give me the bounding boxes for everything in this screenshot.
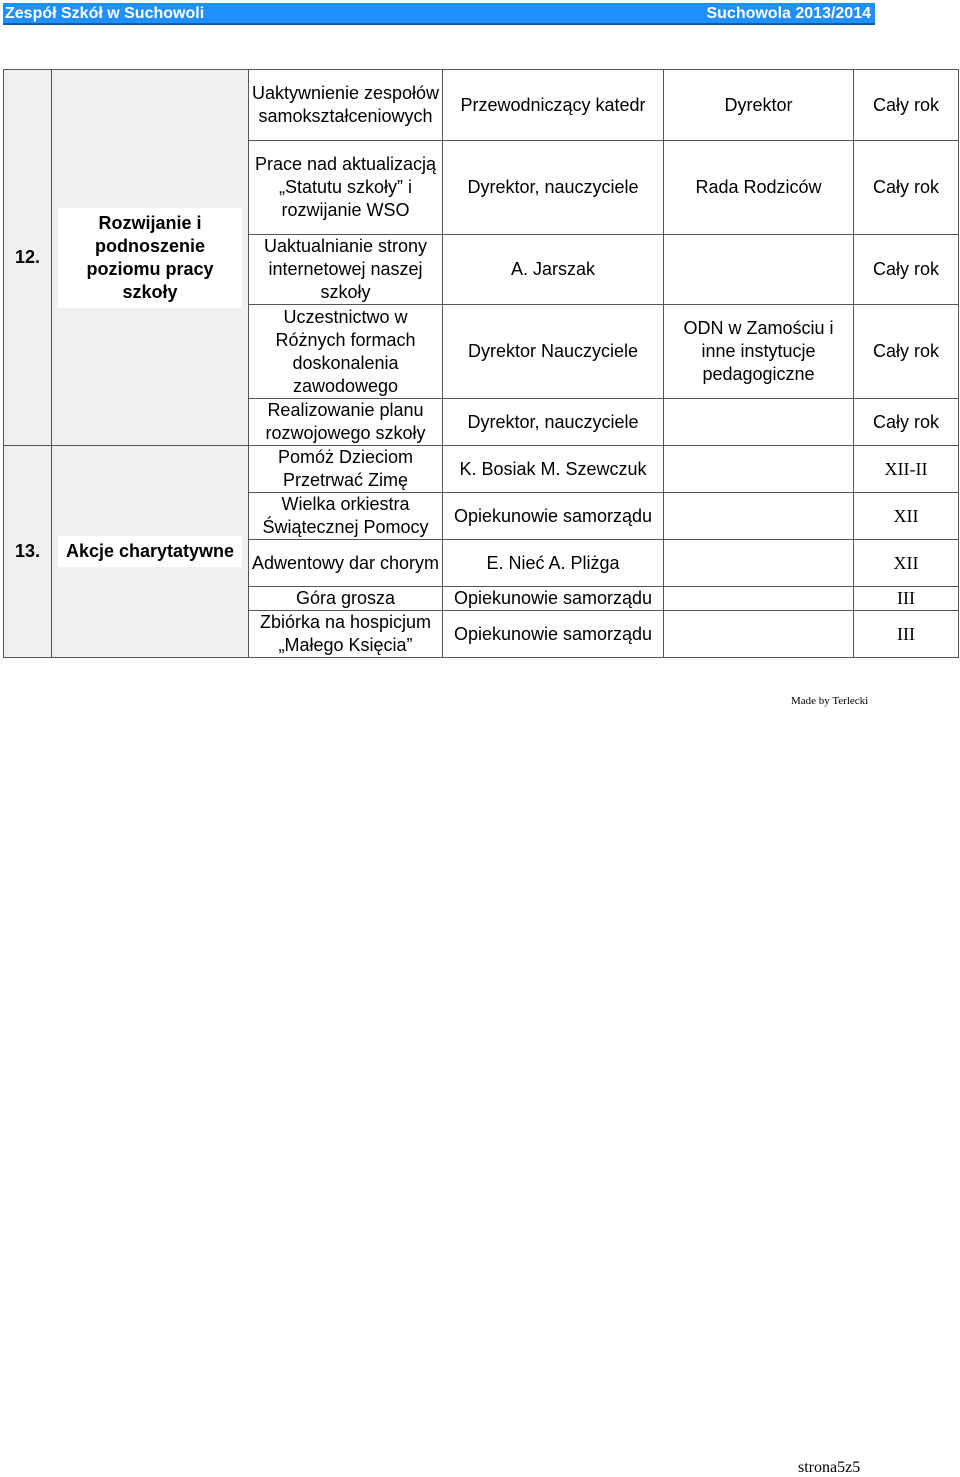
responsible-cell: Przewodniczący katedr <box>443 70 664 141</box>
school-year: Suchowola 2013/2014 <box>706 5 871 22</box>
responsible-cell: Opiekunowie samorządu <box>443 587 664 611</box>
partner-cell <box>664 399 854 446</box>
section-number: 12. <box>4 70 52 446</box>
term-cell: Cały rok <box>854 141 959 235</box>
term-cell: XII <box>854 540 959 587</box>
partner-cell <box>664 235 854 305</box>
page-header <box>3 3 875 25</box>
section-topic: Akcje charytatywne <box>52 446 249 658</box>
partner-cell <box>664 587 854 611</box>
task-cell: Realizowanie planu rozwojowego szkoły <box>249 399 443 446</box>
section-topic: Rozwijanie i podnoszenie poziomu pracy szkoły <box>52 70 249 446</box>
responsible-cell: Opiekunowie samorządu <box>443 493 664 540</box>
table-row <box>4 446 959 493</box>
task-cell: Uczestnictwo w Różnych formach doskonalenia zawodowego <box>249 305 443 399</box>
task-cell: Wielka orkiestra Świątecznej Pomocy <box>249 493 443 540</box>
plan-table <box>3 69 959 658</box>
partner-cell <box>664 611 854 658</box>
responsible-cell: K. Bosiak M. Szewczuk <box>443 446 664 493</box>
partner-cell <box>664 493 854 540</box>
partner-cell: ODN w Zamościu i inne instytucje pedagogiczne <box>664 305 854 399</box>
responsible-cell: Dyrektor, nauczyciele <box>443 399 664 446</box>
task-cell: Adwentowy dar chorym <box>249 540 443 587</box>
responsible-cell: Dyrektor, nauczyciele <box>443 141 664 235</box>
term-cell: Cały rok <box>854 399 959 446</box>
responsible-cell: Opiekunowie samorządu <box>443 611 664 658</box>
task-cell: Pomóż Dzieciom Przetrwać Zimę <box>249 446 443 493</box>
responsible-cell: Dyrektor Nauczyciele <box>443 305 664 399</box>
page-number: strona5z5 <box>798 1459 861 1476</box>
term-cell: III <box>854 587 959 611</box>
section-number: 13. <box>4 446 52 658</box>
term-cell: XII <box>854 493 959 540</box>
term-cell: XII-II <box>854 446 959 493</box>
task-cell: Prace nad aktualizacją „Statutu szkoły” i rozwijanie WSO <box>249 141 443 235</box>
task-cell: Uaktualnianie strony internetowej naszej szkoły <box>249 235 443 305</box>
partner-cell: Rada Rodziców <box>664 141 854 235</box>
task-cell: Uaktywnienie zespołów samokształceniowych <box>249 70 443 141</box>
school-name: Zespół Szkół w Suchowoli <box>5 5 205 22</box>
partner-cell <box>664 540 854 587</box>
task-cell: Zbiórka na hospicjum „Małego Księcia” <box>249 611 443 658</box>
made-by-note: Made by Terlecki <box>791 695 869 707</box>
term-cell: Cały rok <box>854 235 959 305</box>
partner-cell: Dyrektor <box>664 70 854 141</box>
partner-cell <box>664 446 854 493</box>
task-cell: Góra grosza <box>249 587 443 611</box>
responsible-cell: A. Jarszak <box>443 235 664 305</box>
term-cell: Cały rok <box>854 70 959 141</box>
table-row <box>4 70 959 141</box>
responsible-cell: E. Nieć A. Pliżga <box>443 540 664 587</box>
term-cell: Cały rok <box>854 305 959 399</box>
term-cell: III <box>854 611 959 658</box>
